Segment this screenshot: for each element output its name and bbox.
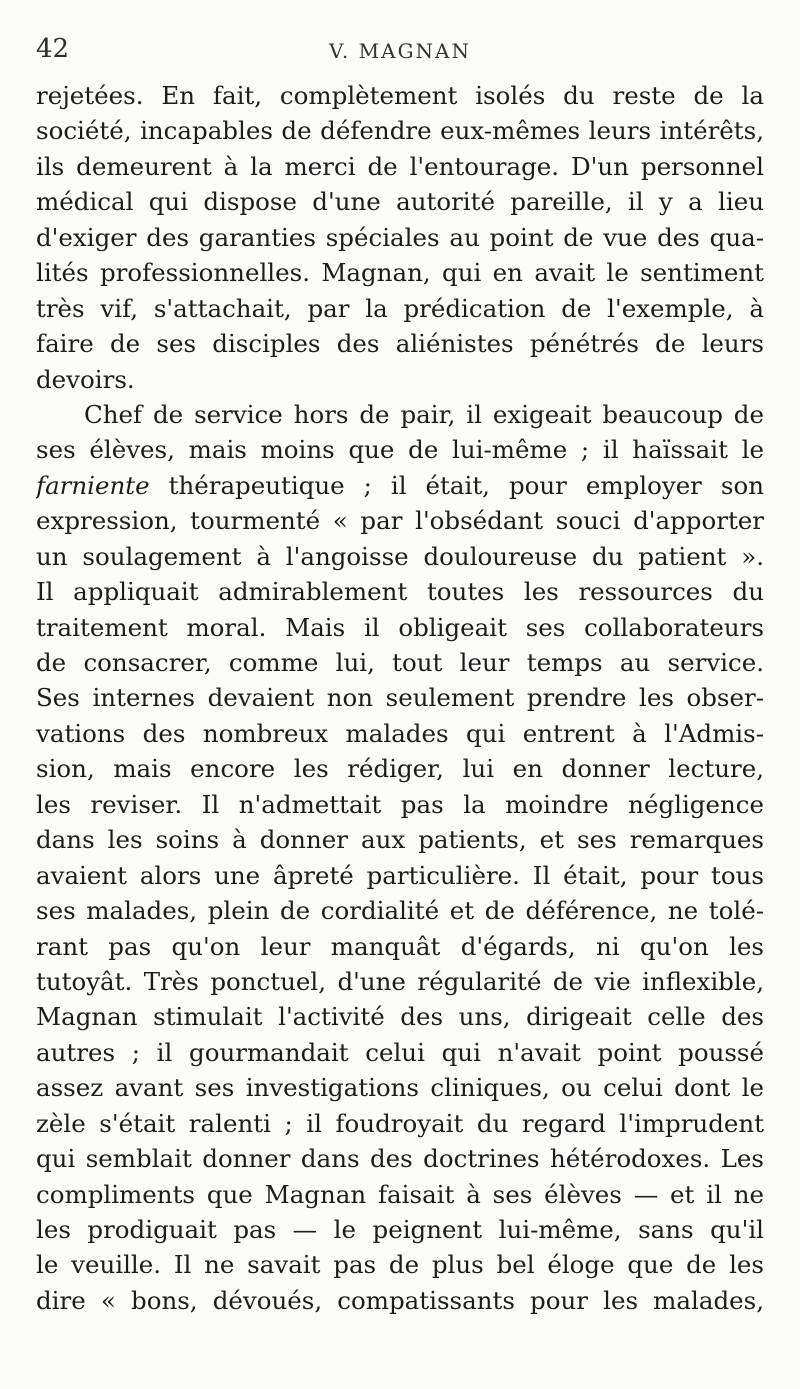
text-line: avaient alors une âpreté particulière. Il était, pour tous (36, 860, 764, 890)
text-line: vations des nombreux malades qui entrent à l'Admis- (36, 718, 764, 748)
text-line: Il appliquait admirablement toutes les ressources du (36, 577, 764, 607)
text-line: farniente thérapeutique ; il était, pour employer son (36, 470, 764, 500)
text-line: les prodiguait pas — le peignent lui-même, sans qu'il (36, 1215, 764, 1244)
text-line: autres ; il gourmandait celui qui n'avait point poussé (36, 1037, 764, 1067)
body-text (36, 78, 764, 1318)
text-line: un soulagement à l'angoisse douloureuse du patient ». (36, 541, 764, 571)
text-line: qui semblait donner dans des doctrines hétérodoxes. Les (36, 1144, 764, 1174)
text-line: d'exiger des garanties spéciales au point de vue des qua- (36, 222, 764, 252)
text-line: de consacrer, comme lui, tout leur temps au service. (36, 648, 764, 677)
text-line: rant pas qu'on leur manquât d'égards, ni qu'on les (36, 931, 764, 961)
text-line: assez avant ses investigations cliniques, ou celui dont le (36, 1073, 764, 1103)
text-line: traitement moral. Mais il obligeait ses collaborateurs (36, 612, 764, 642)
text-line: zèle s'était ralenti ; il foudroyait du regard l'imprudent (36, 1108, 764, 1138)
text-line: société, incapables de défendre eux-mêmes leurs intérêts, (36, 116, 764, 146)
text-line: ses élèves, mais moins que de lui-même ; il haïssait le (36, 435, 764, 465)
text-line: dire « bons, dévoués, compatissants pour les malades, (36, 1285, 764, 1315)
text-line: rejetées. En fait, complètement isolés du reste de la (36, 81, 764, 110)
text-line: le veuille. Il ne savait pas de plus bel éloge que de les (36, 1250, 764, 1280)
running-title: V. MAGNAN (328, 39, 471, 63)
text-line: ils demeurent à la merci de l'entourage. D'un personnel (36, 151, 764, 181)
text-line: ses malades, plein de cordialité et de déférence, ne tolé- (36, 896, 764, 926)
page-number: 42 (36, 34, 70, 64)
italic-text: farniente (36, 470, 150, 500)
text-line: expression, tourmenté « par l'obsédant souci d'apporter (36, 506, 764, 536)
text-line: lités professionnelles. Magnan, qui en avait le sentiment (36, 258, 764, 288)
text-line: Chef de service hors de pair, il exigeait beaucoup de (84, 399, 764, 429)
running-head (36, 32, 764, 72)
text-line: devoirs. (36, 364, 135, 394)
text-line: Magnan stimulait l'activité des uns, dirigeait celle des (36, 1002, 764, 1032)
text-line: médical qui dispose d'une autorité pareille, il y a lieu (36, 187, 764, 217)
text-line: dans les soins à donner aux patients, et ses remarques (36, 825, 764, 855)
text-line: tutoyât. Très ponctuel, d'une régularité de vie inflexible, (36, 966, 764, 996)
text-line: les reviser. Il n'admettait pas la moindre négligence (36, 789, 764, 819)
text-line: faire de ses disciples des aliénistes pénétrés de leurs (36, 329, 764, 359)
text-line: très vif, s'attachait, par la prédication de l'exemple, à (36, 293, 764, 323)
text-line: compliments que Magnan faisait à ses élèves — et il ne (36, 1179, 764, 1209)
text-line: sion, mais encore les rédiger, lui en donner lecture, (36, 754, 764, 784)
text-line: Ses internes devaient non seulement prendre les obser- (36, 683, 764, 713)
